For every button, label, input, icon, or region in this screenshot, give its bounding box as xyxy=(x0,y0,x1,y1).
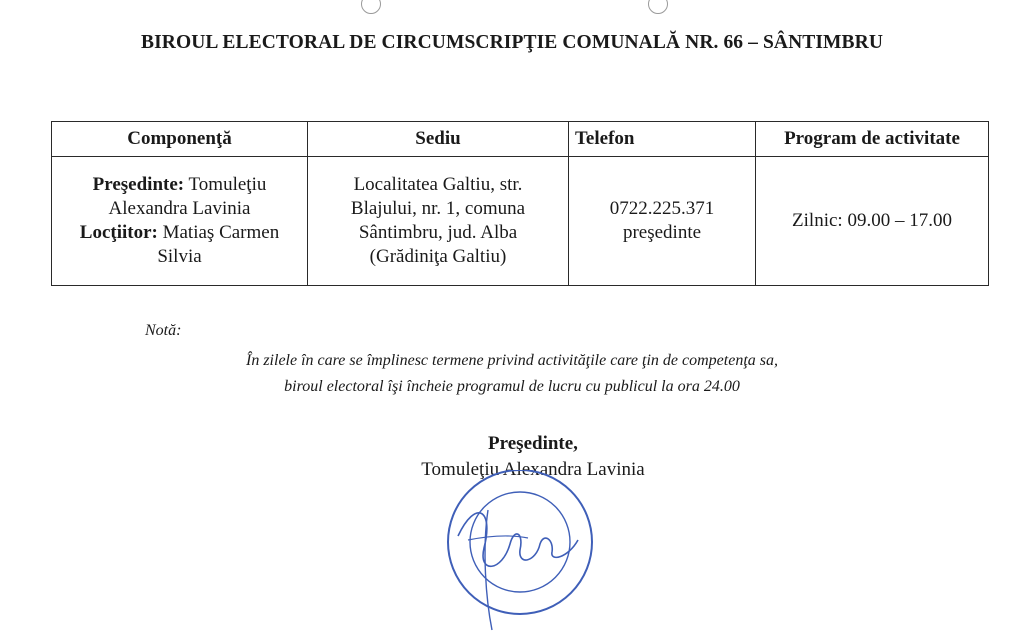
address-line: Blajului, nr. 1, comuna xyxy=(350,198,526,219)
official-stamp-icon xyxy=(428,470,604,640)
signature-name: Tomuleţiu Alexandra Lavinia xyxy=(421,459,645,480)
table-row xyxy=(52,157,989,286)
punch-hole-right xyxy=(648,0,668,14)
document-title: BIROUL ELECTORAL DE CIRCUMSCRIPŢIE COMUNALĂ NR. 66 – SÂNTIMBRU xyxy=(140,32,884,53)
president-name-cont: Alexandra Lavinia xyxy=(108,198,251,219)
address-line: (Grădiniţa Galtiu) xyxy=(369,246,507,267)
cell-componenta xyxy=(52,157,308,286)
note-line-1: În zilele în care se împlinesc termene privind activităţile care ţin de competenţa sa, xyxy=(246,352,778,369)
cell-sediu xyxy=(308,157,569,286)
note-label: Notă: xyxy=(145,322,182,339)
electoral-office-table xyxy=(51,121,989,286)
punch-hole-left xyxy=(361,0,381,14)
cell-telefon xyxy=(569,157,756,286)
president-label: Preşedinte: xyxy=(92,174,185,195)
address-line: Sântimbru, jud. Alba xyxy=(358,222,518,243)
header-telefon: Telefon xyxy=(569,122,756,157)
signature-title: Preşedinte, xyxy=(488,433,578,454)
phone-number: 0722.225.371 xyxy=(609,198,715,219)
deputy-name-cont: Silvia xyxy=(157,246,202,267)
president-name: Tomuleţiu xyxy=(188,174,267,195)
phone-owner: preşedinte xyxy=(622,222,702,243)
header-componenta: Componenţă xyxy=(52,122,308,157)
address-line: Localitatea Galtiu, str. xyxy=(353,174,523,195)
header-program: Program de activitate xyxy=(756,122,989,157)
deputy-label: Locţiitor: xyxy=(79,222,158,243)
schedule-text: Zilnic: 09.00 – 17.00 xyxy=(792,210,952,231)
header-sediu: Sediu xyxy=(308,122,569,157)
note-line-2: biroul electoral îşi încheie programul de lucru cu publicul la ora 24.00 xyxy=(284,378,740,395)
cell-program xyxy=(756,157,989,286)
deputy-name: Matiaş Carmen xyxy=(162,222,280,243)
table-header-row xyxy=(52,122,989,157)
